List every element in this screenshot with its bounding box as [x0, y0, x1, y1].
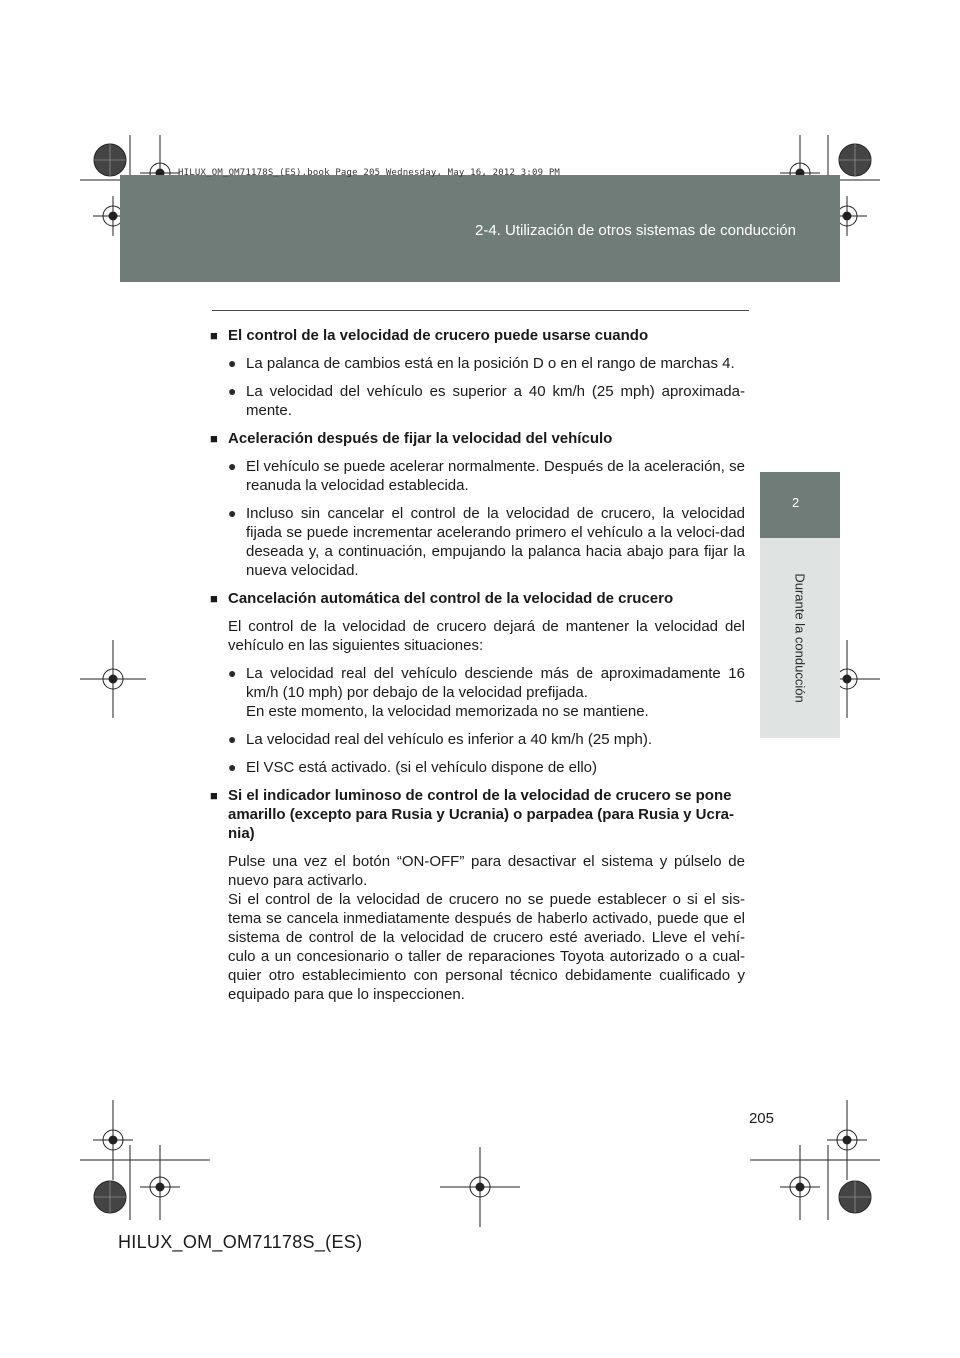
chapter-number: 2 [792, 495, 800, 510]
paragraph: Si el control de la velocidad de crucero no se puede establecer o si el sis-tema se cancela inmediatamente después de haberlo activado, puede que el sistema de control de la velocidad de crucero esté averiado. Lleve el vehí-culo a un concesionario o taller de reparaciones Toyota autorizado o a cual-quier otro establecimiento con personal técnico debidamente cualificado y equipado para que lo inspeccionen. [228, 891, 745, 1003]
bullet-item: ● La velocidad del vehículo es superior a 40 km/h (25 mph) aproximada-mente. [228, 382, 745, 420]
bullet-item: ● La palanca de cambios está en la posición D o en el rango de marchas 4. [228, 354, 745, 373]
section-heading: ■ El control de la velocidad de crucero puede usarse cuando [210, 326, 745, 345]
bullet-item: ● La velocidad real del vehículo es inferior a 40 km/h (25 mph). [228, 730, 745, 749]
bullet-item: ● Incluso sin cancelar el control de la velocidad de crucero, la velocidad fijada se puede incrementar acelerando primero el vehículo a la veloci-dad deseada y, a continuación, empujando la palanca hacia abajo para fijar la nueva velocidad. [228, 504, 745, 580]
bullet-text: ● La velocidad real del vehículo desciende más de aproximadamente 16 km/h (10 mph) por debajo de la velocidad prefijada. [246, 665, 745, 701]
bullet-item: ● El VSC está activado. (si el vehículo dispone de ello) [228, 758, 745, 777]
chapter-tab [760, 472, 840, 538]
section-heading: ■ Si el indicador luminoso de control de la velocidad de crucero se pone amarillo (excepto para Rusia y Ucrania) o parpadea (para Rusia y Ucra-nia) [210, 786, 745, 843]
section-title: 2-4. Utilización de otros sistemas de conducción [475, 222, 796, 239]
book-stamp: HILUX_OM_OM71178S_(ES).book Page 205 Wednesday, May 16, 2012 3:09 PM [178, 168, 561, 178]
footer-code: HILUX_OM_OM71178S_(ES) [118, 1232, 363, 1252]
chapter-title: Durante la conducción [792, 573, 808, 703]
section-heading: ■ Aceleración después de fijar la velocidad del vehículo [210, 429, 745, 448]
page-number: 205 [748, 1110, 774, 1127]
paragraph: El control de la velocidad de crucero dejará de mantener la velocidad del vehículo en las siguientes situaciones: [228, 618, 745, 654]
bullet-text: En este momento, la velocidad memorizada no se mantiene. [246, 703, 649, 720]
section-heading: ■ Cancelación automática del control de la velocidad de crucero [210, 589, 745, 608]
header-divider [212, 310, 749, 311]
bullet-item [228, 664, 745, 721]
page-body [210, 326, 745, 1013]
chapter-title-tab [760, 538, 840, 738]
bullet-item: ● El vehículo se puede acelerar normalmente. Después de la aceleración, se reanuda la velocidad establecida. [228, 457, 745, 495]
paragraph: Pulse una vez el botón “ON-OFF” para desactivar el sistema y púlselo de nuevo para activarlo. [228, 853, 745, 889]
